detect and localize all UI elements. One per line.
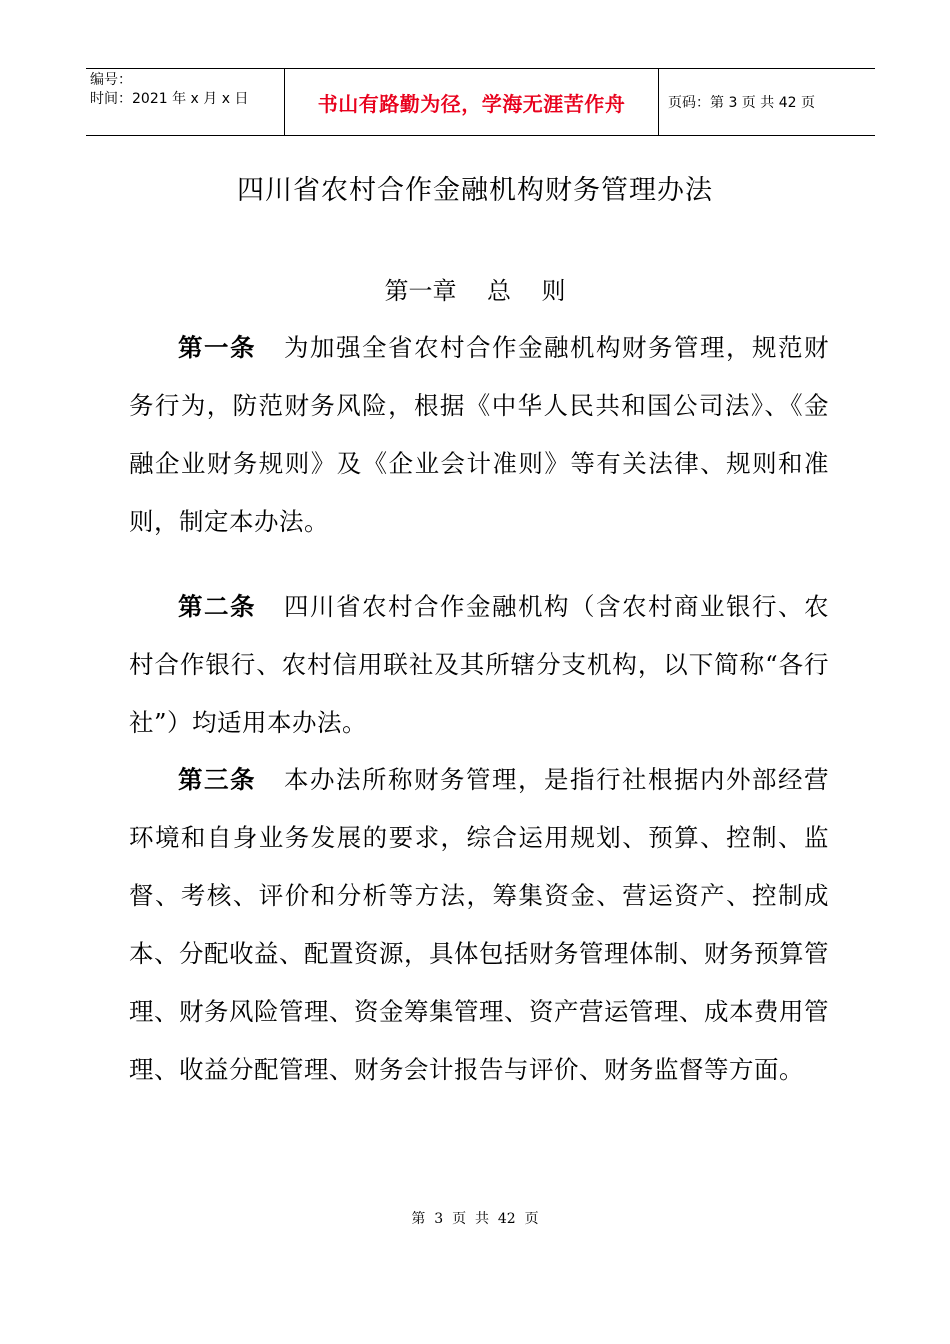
page-header <box>86 68 875 136</box>
article-label: 第一条 <box>178 333 256 362</box>
chapter-heading: 第一章 总 则 <box>384 277 566 305</box>
document-title: 四川省农村合作金融机构财务管理办法 <box>237 175 713 206</box>
article-label: 第三条 <box>178 765 256 794</box>
article-text: 四川省农村合作金融机构（含农村商业银行、农村合作银行、农村信用联社及其所辖分支机构，以下简称“各行社”）均适用本办法。 <box>129 592 829 737</box>
article-text: 为加强全省农村合作金融机构财务管理，规范财务行为，防范财务风险，根据《中华人民共和国公司法》、《金融企业财务规则》及《企业会计准则》等有关法律、规则和准则，制定本办法。 <box>129 333 829 536</box>
article-text: 本办法所称财务管理，是指行社根据内外部经营环境和自身业务发展的要求，综合运用规划、预算、控制、监督、考核、评价和分析等方法，筹集资金、营运资产、控制成本、分配收益、配置资源，具体包括财务管理体制、财务预算管理、财务风险管理、资金筹集管理、资产营运管理、成本费用管理、收益分配管理、财务会计报告与评价、财务监督等方面。 <box>129 765 829 1084</box>
header-meta <box>86 69 285 135</box>
article-3 <box>129 751 829 1099</box>
header-motto-cell <box>285 69 659 135</box>
time-label: 时间：2021 年 x 月 x 日 <box>90 91 249 107</box>
article-2 <box>129 578 829 752</box>
article-label: 第二条 <box>178 592 256 621</box>
header-motto: 书山有路勤为径，学海无涯苦作舟 <box>317 91 626 116</box>
page-footer: 第 3 页 共 42 页 <box>411 1211 539 1227</box>
header-page-cell <box>659 69 875 135</box>
header-page-info: 页码：第 3 页 共 42 页 <box>668 95 815 111</box>
number-label: 编号： <box>90 72 132 88</box>
article-1 <box>129 319 829 551</box>
